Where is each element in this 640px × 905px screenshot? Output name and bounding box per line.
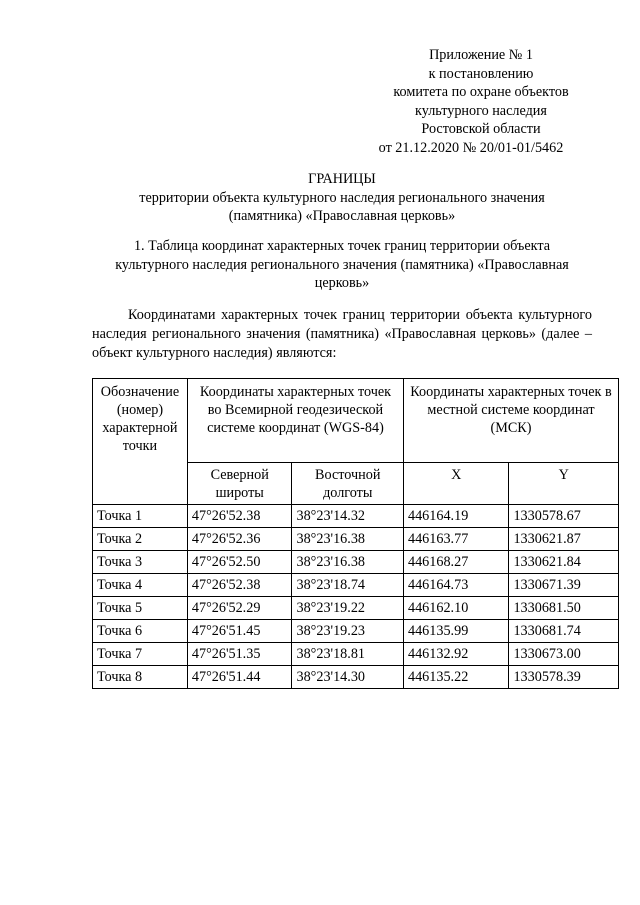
cell-y: 1330621.87 bbox=[509, 528, 619, 551]
appendix-line: к постановлению bbox=[428, 65, 534, 82]
cell-point: Точка 7 bbox=[93, 643, 188, 666]
cell-longitude: 38°23'18.74 bbox=[292, 574, 404, 597]
cell-x: 446164.73 bbox=[403, 574, 508, 597]
heading-title: ГРАНИЦЫ bbox=[308, 171, 376, 187]
cell-latitude: 47°26'51.35 bbox=[187, 643, 292, 666]
cell-longitude: 38°23'19.22 bbox=[292, 597, 404, 620]
header-msk: Координаты характерных точек в местной системе координат (МСК) bbox=[403, 379, 618, 463]
cell-y: 1330578.67 bbox=[509, 505, 619, 528]
cell-x: 446164.19 bbox=[403, 505, 508, 528]
cell-latitude: 47°26'52.38 bbox=[187, 574, 292, 597]
cell-y: 1330673.00 bbox=[509, 643, 619, 666]
cell-point: Точка 1 bbox=[93, 505, 188, 528]
cell-latitude: 47°26'52.29 bbox=[187, 597, 292, 620]
cell-y: 1330621.84 bbox=[509, 551, 619, 574]
cell-point: Точка 5 bbox=[93, 597, 188, 620]
cell-y: 1330681.50 bbox=[509, 597, 619, 620]
cell-longitude: 38°23'19.23 bbox=[292, 620, 404, 643]
cell-y: 1330578.39 bbox=[509, 666, 619, 689]
table-row bbox=[93, 666, 619, 689]
cell-latitude: 47°26'52.36 bbox=[187, 528, 292, 551]
cell-longitude: 38°23'14.32 bbox=[292, 505, 404, 528]
cell-x: 446163.77 bbox=[403, 528, 508, 551]
table-row bbox=[93, 597, 619, 620]
cell-point: Точка 4 bbox=[93, 574, 188, 597]
table-row bbox=[93, 551, 619, 574]
header-north-latitude: Северной широты bbox=[187, 463, 292, 505]
cell-point: Точка 8 bbox=[93, 666, 188, 689]
cell-longitude: 38°23'16.38 bbox=[292, 528, 404, 551]
header-y: Y bbox=[509, 463, 619, 505]
header-east-longitude: Восточной долготы bbox=[292, 463, 404, 505]
caption-line: 1. Таблица координат характерных точек границ территории объекта bbox=[133, 238, 551, 254]
appendix-date-number: от 21.12.2020 № 20/01-01/5462 bbox=[378, 139, 564, 156]
document-heading bbox=[92, 170, 592, 226]
cell-longitude: 38°23'16.38 bbox=[292, 551, 404, 574]
header-wgs84: Координаты характерных точек во Всемирной геодезической системе координат (WGS-84) bbox=[187, 379, 403, 463]
cell-longitude: 38°23'18.81 bbox=[292, 643, 404, 666]
cell-latitude: 47°26'52.38 bbox=[187, 505, 292, 528]
table-row bbox=[93, 643, 619, 666]
table-caption bbox=[92, 237, 592, 293]
cell-latitude: 47°26'51.45 bbox=[187, 620, 292, 643]
appendix-line: комитета по охране объектов bbox=[393, 84, 569, 101]
cell-y: 1330681.74 bbox=[509, 620, 619, 643]
cell-latitude: 47°26'51.44 bbox=[187, 666, 292, 689]
cell-y: 1330671.39 bbox=[509, 574, 619, 597]
header-designation: Обозначение (номер) характерной точки bbox=[93, 379, 188, 505]
table-row bbox=[93, 620, 619, 643]
cell-x: 446132.92 bbox=[403, 643, 508, 666]
cell-longitude: 38°23'14.30 bbox=[292, 666, 404, 689]
table-row bbox=[93, 528, 619, 551]
coordinates-table bbox=[92, 378, 619, 689]
appendix-block bbox=[376, 46, 586, 158]
cell-x: 446168.27 bbox=[403, 551, 508, 574]
heading-line: (памятника) «Православная церковь» bbox=[228, 208, 456, 225]
header-x: X bbox=[403, 463, 508, 505]
cell-point: Точка 2 bbox=[93, 528, 188, 551]
caption-line: церковь» bbox=[314, 275, 370, 292]
cell-latitude: 47°26'52.50 bbox=[187, 551, 292, 574]
appendix-line: культурного наследия bbox=[415, 102, 547, 119]
caption-line: культурного наследия регионального значения (памятника) «Православная bbox=[115, 256, 569, 273]
appendix-line: Ростовской области bbox=[421, 121, 541, 138]
intro-paragraph: Координатами характерных точек границ территории объекта культурного наследия регионального значения (памятника) «Православная церковь» (далее – объект культурного наследия) являются: bbox=[92, 307, 592, 361]
table-row bbox=[93, 574, 619, 597]
cell-x: 446162.10 bbox=[403, 597, 508, 620]
cell-point: Точка 3 bbox=[93, 551, 188, 574]
cell-x: 446135.22 bbox=[403, 666, 508, 689]
cell-point: Точка 6 bbox=[93, 620, 188, 643]
table-row bbox=[93, 505, 619, 528]
cell-x: 446135.99 bbox=[403, 620, 508, 643]
appendix-title: Приложение № 1 bbox=[429, 47, 533, 63]
heading-line: территории объекта культурного наследия регионального значения bbox=[139, 189, 545, 206]
